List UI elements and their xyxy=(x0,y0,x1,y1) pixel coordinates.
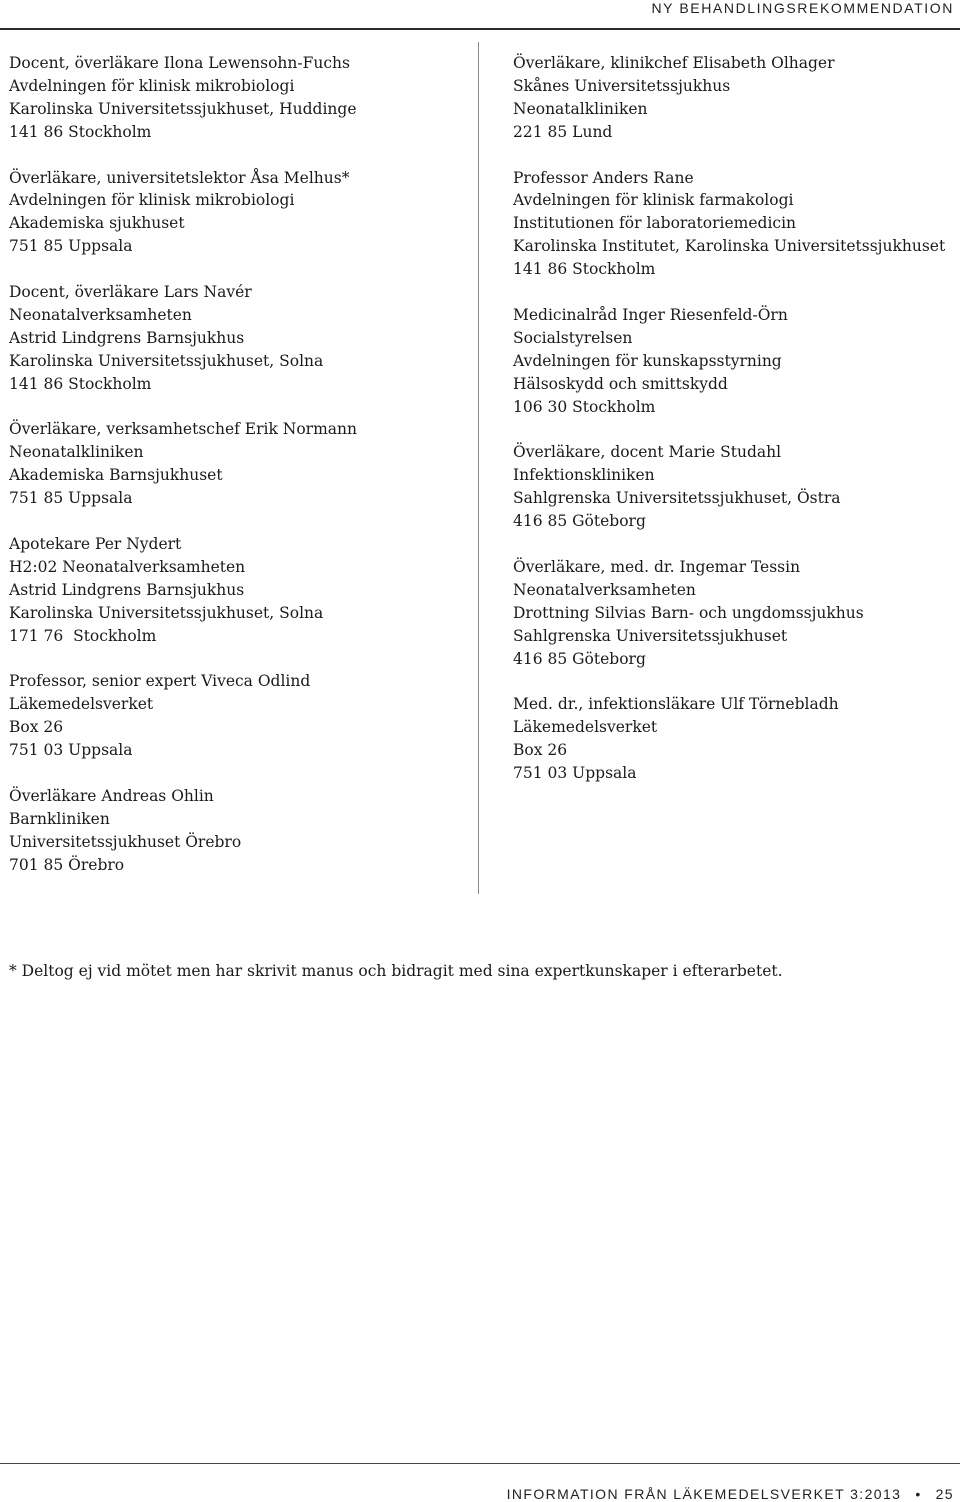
contact-line: 751 85 Uppsala xyxy=(9,237,133,256)
contact-line: Neonatalverksamheten xyxy=(513,580,696,599)
contact-line: Infektionskliniken xyxy=(513,466,655,485)
contact-line: Avdelningen för klinisk mikrobiologi xyxy=(9,191,295,210)
contact-line: Neonatalkliniken xyxy=(513,99,648,118)
contact-entry xyxy=(513,167,953,282)
contact-line: Akademiska Barnsjukhuset xyxy=(9,466,223,485)
contact-line: Skånes Universitetssjukhus xyxy=(513,76,731,95)
contact-title-name: Professor Anders Rane xyxy=(513,168,694,187)
contact-title-name: Docent, överläkare Ilona Lewensohn-Fuchs xyxy=(9,54,350,72)
contact-line: 416 85 Göteborg xyxy=(513,649,646,668)
page-number: 25 xyxy=(935,1486,954,1502)
contact-line: Barnkliniken xyxy=(9,809,110,828)
contact-entry xyxy=(513,441,953,533)
contact-line: Sahlgrenska Universitetssjukhuset xyxy=(513,626,788,645)
contact-title-name: Med. dr., infektionsläkare Ulf Törnebladh xyxy=(513,695,839,714)
header-rule xyxy=(0,28,960,30)
contact-line: Astrid Lindgrens Barnsjukhus xyxy=(9,580,245,599)
contact-entry xyxy=(9,167,469,259)
column-divider xyxy=(478,42,479,894)
contact-entry xyxy=(9,52,469,144)
contact-entry xyxy=(513,304,953,419)
contact-line: 141 86 Stockholm xyxy=(9,122,152,141)
footer-rule xyxy=(0,1463,960,1464)
contact-line: 751 03 Uppsala xyxy=(9,741,133,760)
contact-line: H2:02 Neonatalverksamheten xyxy=(9,557,246,576)
contact-entry xyxy=(513,693,953,785)
contact-line: Avdelningen för kunskapsstyrning xyxy=(513,351,782,370)
contact-line: Avdelningen för klinisk farmakologi xyxy=(513,191,794,210)
contact-title-name: Medicinalråd Inger Riesenfeld-Örn xyxy=(513,305,788,324)
contact-line: Karolinska Universitetssjukhuset, Solna xyxy=(9,351,324,370)
contact-line: 751 03 Uppsala xyxy=(513,764,637,783)
contact-line: Universitetssjukhuset Örebro xyxy=(9,832,242,851)
contact-line: 141 86 Stockholm xyxy=(513,260,656,279)
contact-line: Hälsoskydd och smittskydd xyxy=(513,374,728,393)
contact-line: 141 86 Stockholm xyxy=(9,374,152,393)
right-column xyxy=(513,52,953,808)
contact-entry xyxy=(513,556,953,671)
contact-line: Astrid Lindgrens Barnsjukhus xyxy=(9,328,245,347)
contact-title-name: Överläkare, universitetslektor Åsa Melhus* xyxy=(9,168,350,187)
contact-line: Box 26 xyxy=(513,741,568,760)
contact-line: Neonatalkliniken xyxy=(9,443,144,462)
contact-entry xyxy=(9,281,469,396)
contact-line: 751 85 Uppsala xyxy=(9,489,133,508)
contact-line: Akademiska sjukhuset xyxy=(9,214,185,233)
contact-line: Karolinska Universitetssjukhuset, Huddinge xyxy=(9,99,357,118)
contact-line: Box 26 xyxy=(9,718,64,737)
contact-entry xyxy=(9,670,469,762)
contact-title-name: Överläkare, verksamhetschef Erik Normann xyxy=(9,420,357,439)
contact-title-name: Apotekare Per Nydert xyxy=(9,534,182,553)
section-header-label: NY BEHANDLINGSREKOMMENDATION xyxy=(651,0,954,16)
contact-entry xyxy=(9,418,469,510)
contact-line: Neonatalverksamheten xyxy=(9,305,192,324)
page-footer xyxy=(507,1486,954,1502)
contact-entry xyxy=(9,785,469,877)
contact-line: Karolinska Institutet, Karolinska Universitetssjukhuset xyxy=(513,237,946,256)
contact-line: 701 85 Örebro xyxy=(9,855,125,874)
publication-title: INFORMATION FRÅN LÄKEMEDELSVERKET 3:2013 xyxy=(506,1486,902,1502)
contact-line: Sahlgrenska Universitetssjukhuset, Östra xyxy=(513,489,841,508)
contact-line: Karolinska Universitetssjukhuset, Solna xyxy=(9,603,324,622)
contact-line: Läkemedelsverket xyxy=(513,718,658,737)
contact-line: Institutionen för laboratoriemedicin xyxy=(513,214,797,233)
contact-title-name: Överläkare, klinikchef Elisabeth Olhager xyxy=(513,54,835,72)
footnote: * Deltog ej vid mötet men har skrivit manus och bidragit med sina expertkunskaper i efterarbetet. xyxy=(9,962,783,980)
contact-line: Drottning Silvias Barn- och ungdomssjukhus xyxy=(513,603,864,622)
contact-entry xyxy=(9,533,469,648)
left-column xyxy=(9,52,469,899)
contact-line: 416 85 Göteborg xyxy=(513,512,646,531)
contact-title-name: Överläkare, docent Marie Studahl xyxy=(513,443,782,462)
bullet-separator: • xyxy=(915,1486,922,1502)
contact-line: 106 30 Stockholm xyxy=(513,397,656,416)
contact-line: Socialstyrelsen xyxy=(513,328,633,347)
contact-line: Läkemedelsverket xyxy=(9,695,154,714)
contact-title-name: Överläkare Andreas Ohlin xyxy=(9,786,214,805)
contact-entry xyxy=(513,52,953,144)
contact-title-name: Professor, senior expert Viveca Odlind xyxy=(9,672,311,691)
contact-line: Avdelningen för klinisk mikrobiologi xyxy=(9,76,295,95)
contact-title-name: Docent, överläkare Lars Navér xyxy=(9,283,252,302)
contact-title-name: Överläkare, med. dr. Ingemar Tessin xyxy=(513,557,801,576)
contact-line: 221 85 Lund xyxy=(513,122,613,141)
contact-line: 171 76 Stockholm xyxy=(9,626,157,645)
